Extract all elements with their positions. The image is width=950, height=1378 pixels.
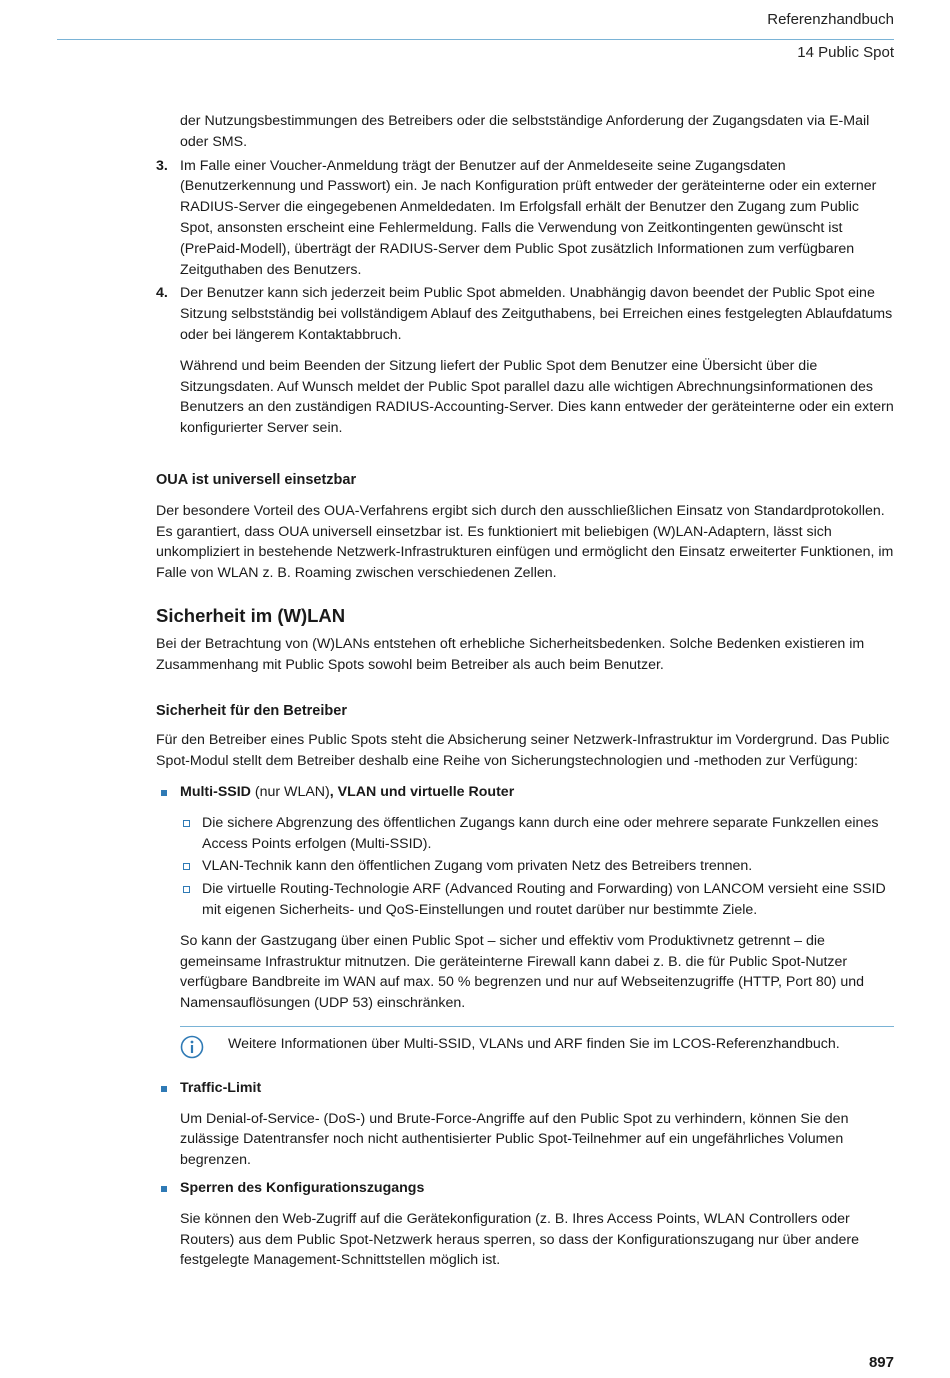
section-title: Sicherheit im (W)LAN [156, 604, 346, 626]
bullet-title-normal: (nur WLAN) [250, 783, 330, 800]
numbered-step-3 [156, 156, 894, 281]
step-number: 4. [156, 285, 168, 302]
traffic-limit-paragraph: Um Denial-of-Service- (DoS-) und Brute-Force-Angriffe auf den Public Spot zu verhindern, können Sie den zulässige Datentransfer noch nicht authentisierter Public Spot-Teilnehmer auf ein ungefährliches Volumen begrenzen. [180, 1110, 849, 1169]
sub-bullet-text: VLAN-Technik kann den öffentlichen Zugang vom privaten Netz des Betreibers trennen. [202, 858, 753, 875]
multi-ssid-paragraph: So kann der Gastzugang über einen Public Spot – sicher und effektiv vom Produktivnetz getrennt – die gemeinsame Infrastruktur mitnutzen. Die geräteinterne Firewall kann dabei z. B. die für Public Spot-Nutzer verfügbare Bandbreite im WAN auf max. 50 % begrenzen und nur auf Webseitenzugriffe (HTTP, Port 80) und Namensauflösungen (UDP 53) einschränken. [180, 932, 864, 1012]
bullet-config-lock [156, 1178, 894, 1271]
bullet-multi-ssid [156, 782, 894, 1064]
section-intro: Bei der Betrachtung von (W)LANs entstehen oft erhebliche Sicherheitsbedenken. Solche Bedenken existieren im Zusammenhang mit Public Spots sowohl beim Betreiber als auch beim Benutzer. [156, 635, 865, 673]
bullet-title: Sperren des Konfigurationszugangs [180, 1180, 425, 1197]
sub-bullet-text: Die sichere Abgrenzung des öffentlichen Zugangs kann durch eine oder mehrere separate Funkzellen eines Access Points erfolgen (Multi-SSID). [202, 814, 879, 852]
sub-bullet-list [156, 813, 894, 921]
page-number: 897 [868, 1354, 894, 1371]
bullet-title-bold-2: , VLAN und virtuelle Router [329, 783, 515, 800]
sub-bullet-item [202, 813, 894, 855]
hollow-bullet-icon [183, 820, 190, 827]
config-lock-paragraph: Sie können den Web-Zugriff auf die Gerätekonfiguration (z. B. Ihres Access Points, WLAN Controllers oder Routers) aus dem Public Spot-Netzwerk heraus sperren, so dass der Konfigurationszugang nur über andere festgelegte Management-Schnittstellen möglich ist. [180, 1210, 860, 1269]
intro-continuation: der Nutzungsbestimmungen des Betreibers oder die selbstständige Anforderung der Zugangsdaten via E-Mail oder SMS. [180, 113, 870, 150]
square-bullet-icon [161, 790, 167, 796]
hollow-bullet-icon [183, 863, 190, 870]
numbered-step-4 [156, 283, 894, 345]
sub-bullet-item [202, 856, 894, 877]
note-text: Weitere Informationen über Multi-SSID, VLANs und ARF finden Sie im LCOS-Referenzhandbuch. [228, 1035, 840, 1052]
step-text: Der Benutzer kann sich jederzeit beim Public Spot abmelden. Unabhängig davon beendet der Public Spot eine Sitzung selbstständig bei vollständigem Ablauf des Zeitguthabens, bei Erreichen eines festgelegten Ablaufdatums oder bei längerem Kontaktabbruch. [180, 285, 893, 343]
bullet-title-bold: Multi-SSID [180, 783, 251, 800]
info-icon [180, 1035, 204, 1059]
operator-intro: Für den Betreiber eines Public Spots steht die Absicherung seiner Netzwerk-Infrastruktur im Vordergrund. Das Public Spot-Modul stellt dem Betreiber deshalb eine Reihe von Sicherungstechnologien und -methoden zur Verfügung: [156, 732, 890, 770]
operator-heading: Sicherheit für den Betreiber [156, 702, 347, 719]
step-text: Im Falle einer Voucher-Anmeldung trägt der Benutzer auf der Anmeldeseite seine Zugangsdaten (Benutzerkennung und Passwort) ein. Je nach Konfiguration prüft entweder der geräteinterne oder ein externer RADIUS-Server die eingegebenen Anmeldedaten. Im Erfolgsfall erhält der Benutzer den Zugang zum Public Spot, ansonsten erscheint eine Fehlermeldung. Falls die Verwendung von Zeitkontingenten gewünscht ist (PrePaid-Modell), überträgt der RADIUS-Server dem Public Spot zusätzlich Informationen zum verfügbaren Zeitguthaben des Benutzers. [180, 157, 877, 278]
step-4-extra-paragraph: Während und beim Beenden der Sitzung liefert der Public Spot dem Benutzer eine Übersicht über die Sitzungsdaten. Auf Wunsch meldet der Public Spot parallel dazu alle wichtigen Abrechnungsinformationen des Benutzers an den zuständigen RADIUS-Accounting-Server. Dies kann entweder der geräteinterne oder ein extern konfigurierter Server sein. [180, 357, 894, 437]
bullet-title: Traffic-Limit [180, 1079, 262, 1096]
info-note [180, 1026, 894, 1064]
sub-bullet-item [202, 879, 894, 921]
hollow-bullet-icon [183, 886, 190, 893]
oua-paragraph: Der besondere Vorteil des OUA-Verfahrens ergibt sich durch den ausschließlichen Einsatz von Standardprotokollen. Es garantiert, dass OUA universell einsetzbar ist. Es funktioniert mit beliebigen (W)LAN-Adaptern, lässt sich unkompliziert in bestehende Netzwerk-Infrastrukturen einfügen und ermöglicht den Einsatz erweiterter Funktionen, im Falle von WLAN z. B. Roaming zwischen verschiedenen Zellen. [156, 502, 894, 582]
step-number: 3. [156, 157, 168, 174]
page-content [156, 111, 894, 1271]
header-divider [57, 39, 894, 40]
square-bullet-icon [161, 1186, 167, 1192]
sub-bullet-text: Die virtuelle Routing-Technologie ARF (Advanced Routing and Forwarding) von LANCOM versieht eine SSID mit eigenen Sicherheits- und QoS-Einstellungen und routet darüber nur bestimmte Ziele. [202, 881, 886, 918]
oua-heading: OUA ist universell einsetzbar [156, 471, 357, 488]
bullet-traffic-limit [156, 1078, 894, 1171]
square-bullet-icon [161, 1086, 167, 1092]
running-header-chapter: 14 Public Spot [797, 44, 894, 61]
running-header-title: Referenzhandbuch [767, 11, 894, 28]
